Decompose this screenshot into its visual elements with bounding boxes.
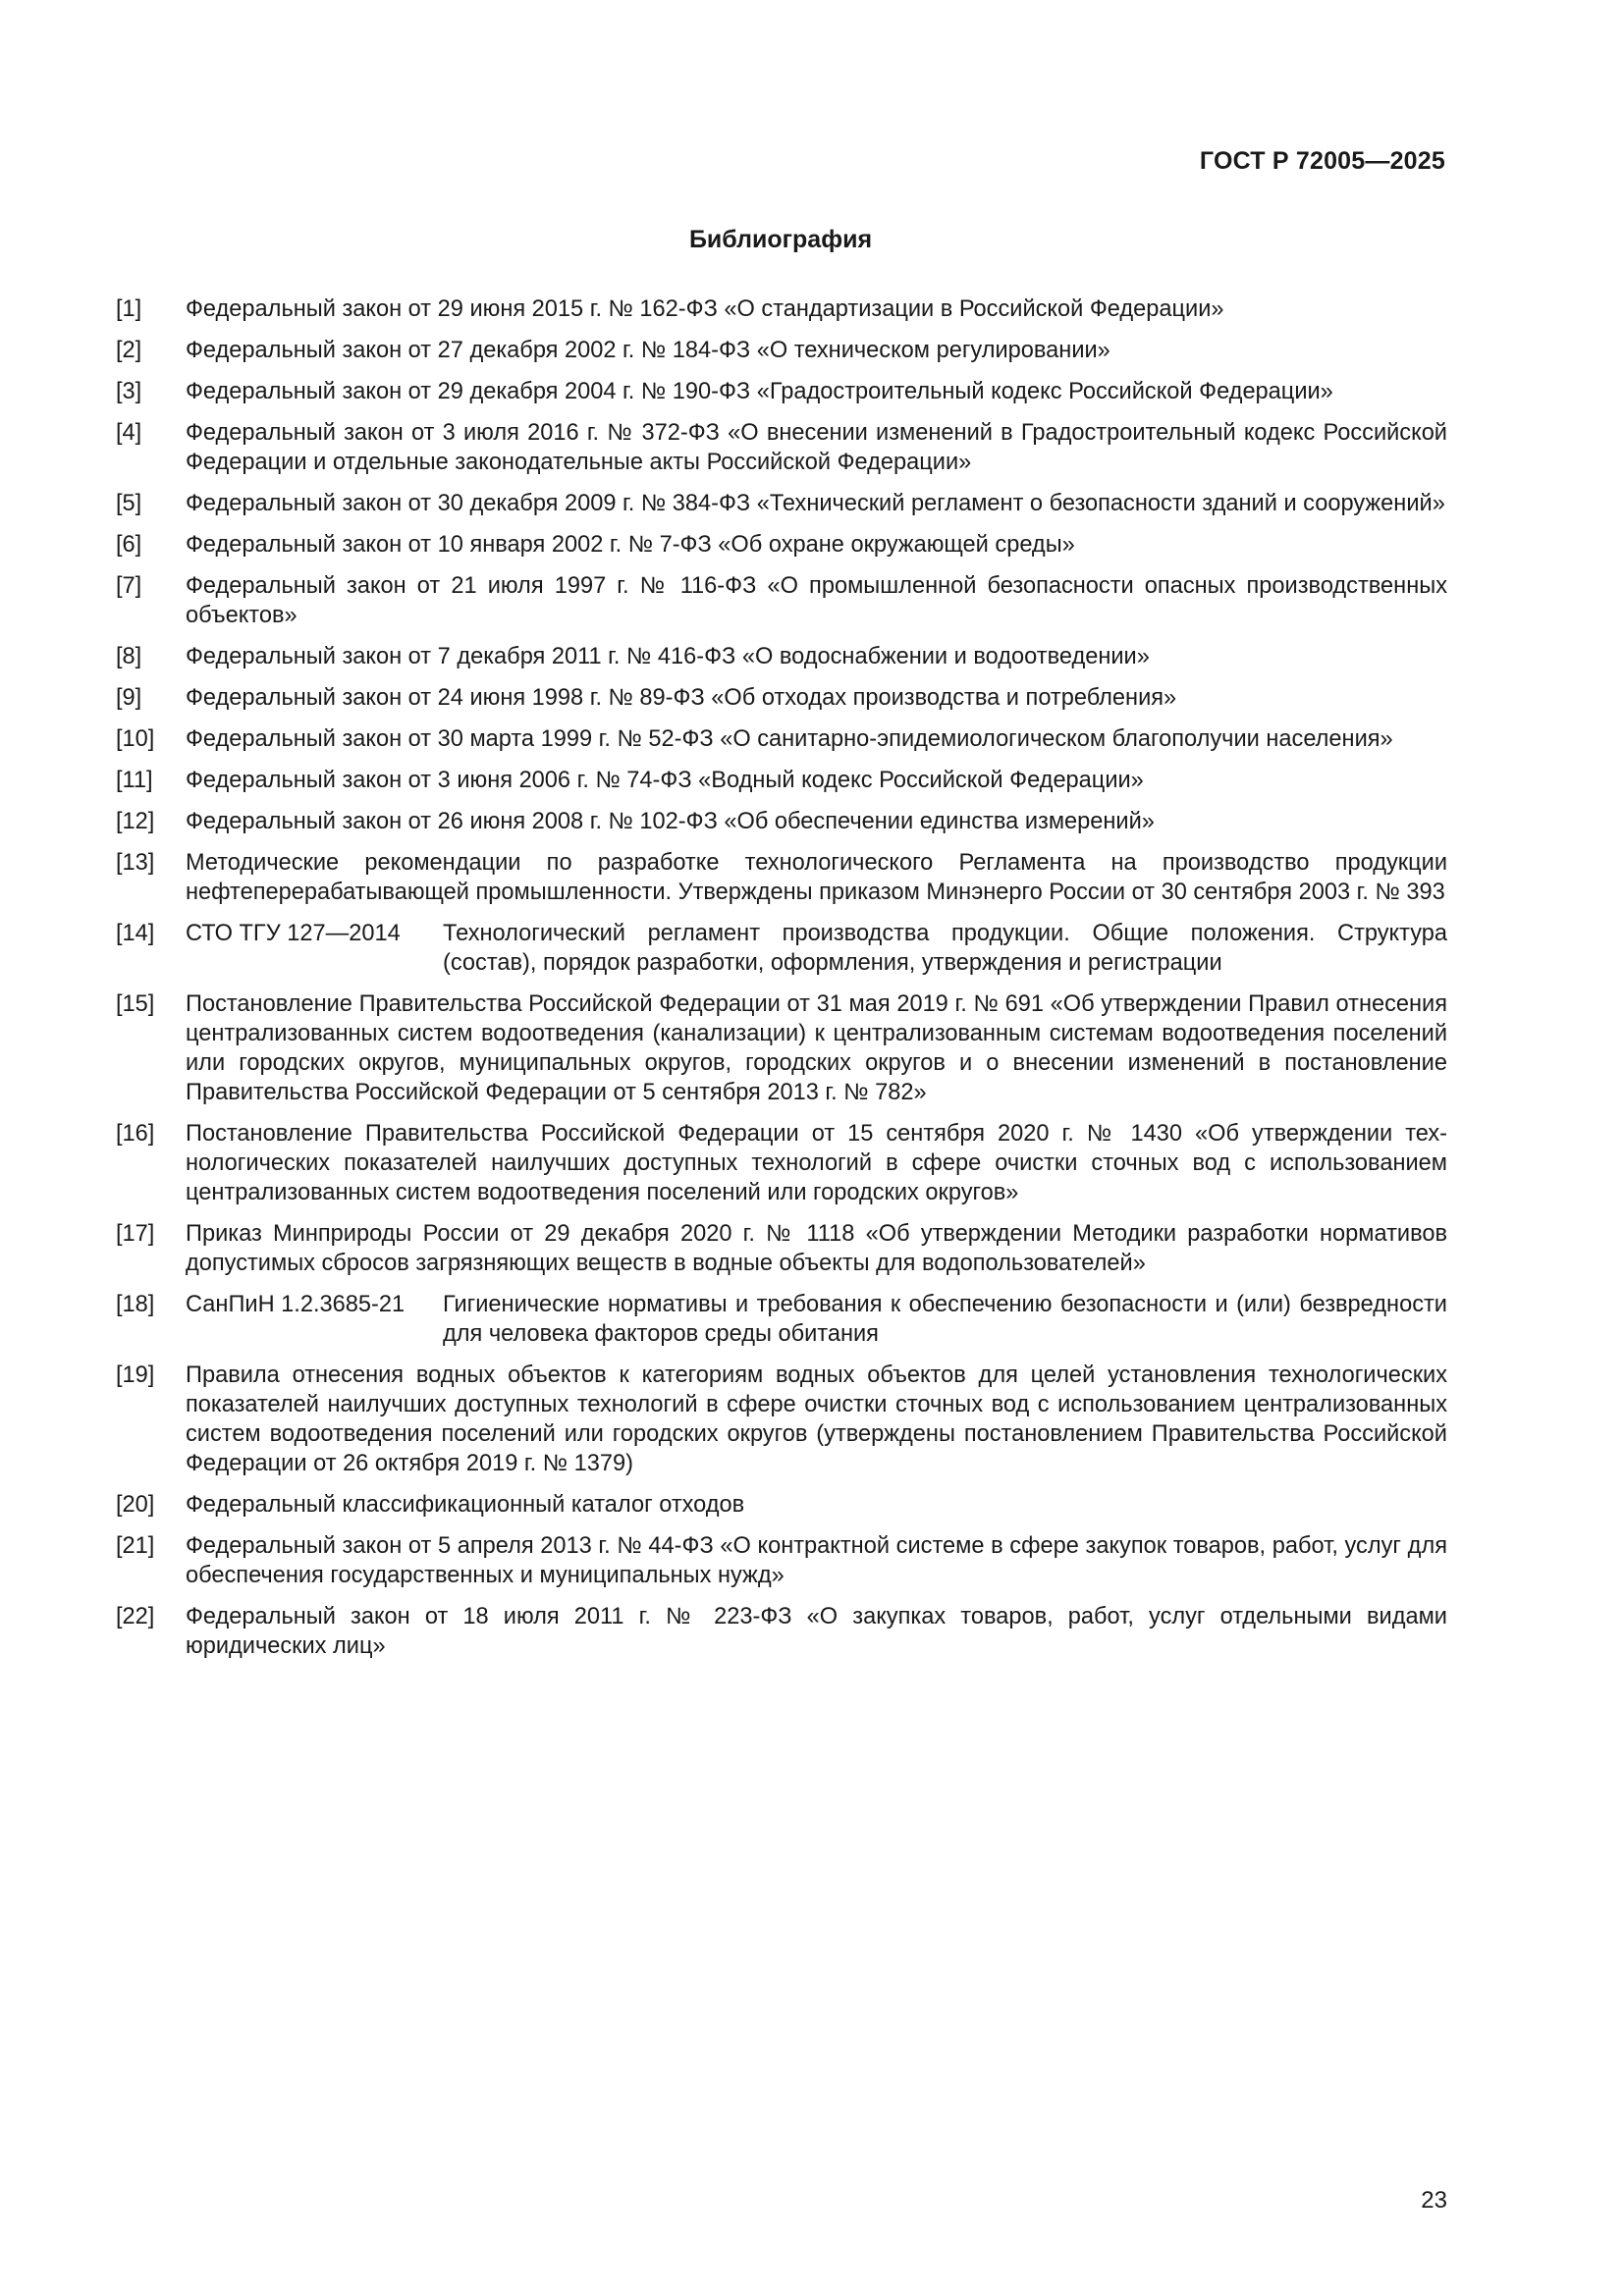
entry-text: Федеральный закон от 24 июня 1998 г. № 89-ФЗ «Об отходах производства и потребления» (186, 685, 1177, 711)
entry-number: [6] (116, 532, 142, 558)
bibliography-entry (116, 989, 1447, 1107)
bibliography-entry (116, 1602, 1447, 1661)
bibliography-entry (116, 294, 1447, 324)
bibliography-entry (116, 807, 1447, 836)
entry-number: [16] (116, 1121, 155, 1147)
bibliography-entry (116, 377, 1447, 406)
entry-number: [10] (116, 726, 155, 752)
entry-number: [19] (116, 1362, 155, 1388)
bibliography-entry (116, 724, 1447, 754)
entry-text: Постановление Правительства Российской Федерации от 31 мая 2019 г. № 691 «Об утверждении Правил отнесения централизованных систем водоотведения (канализации) к централизованным системам водоотведения поселений или городских округов, муниципальных округов, городских округов и о внесении изменений в постановление Правительства Российской Федерации от 5 сентября 2013 г. № 782» (186, 991, 1447, 1105)
entry-number: [9] (116, 685, 142, 711)
entry-text: Федеральный закон от 30 декабря 2009 г. № 384-ФЗ «Технический регламент о безопасности зданий и сооружений» (186, 491, 1445, 516)
entry-text: Приказ Минприроды России от 29 декабря 2020 г. № 1118 «Об утверждении Методики разработки нормативов допустимых сбросов загрязняющих веществ в водные объекты для водопользователей» (186, 1221, 1447, 1276)
entry-number: [21] (116, 1533, 155, 1559)
entry-text: Технологический регламент производства продукции. Общие положения. Структура (состав), порядок разработки, оформления, утверждения и регистрации (443, 921, 1447, 976)
bibliography-entry (116, 336, 1447, 365)
bibliography-entry (116, 683, 1447, 713)
bibliography-entry (116, 642, 1447, 671)
bibliography-entry (116, 418, 1447, 477)
entry-text: Методические рекомендации по разработке технологического Регламента на производство продукции нефтеперерабатывающей промышленности. Утверждены приказом Минэнерго России от 30 сентября 2003 г. № 393 (186, 850, 1447, 905)
entry-number: [17] (116, 1221, 155, 1247)
entry-number: [1] (116, 296, 142, 322)
entry-text: Федеральный закон от 30 марта 1999 г. № 52-ФЗ «О санитарно-эпидемиологическом благополучии населения» (186, 726, 1393, 752)
entry-number: [14] (116, 921, 155, 946)
entry-number: [7] (116, 573, 142, 599)
entry-text: Федеральный закон от 7 декабря 2011 г. № 416-ФЗ «О водоснабжении и водоотведении» (186, 644, 1150, 669)
entry-text: Федеральный закон от 10 января 2002 г. № 7-ФЗ «Об охране окружающей среды» (186, 532, 1075, 558)
bibliography-entry (116, 766, 1447, 795)
page-title: Библиография (688, 226, 873, 253)
entry-number: [13] (116, 850, 155, 876)
entry-number: [18] (116, 1292, 155, 1317)
bibliography-entry (116, 1219, 1447, 1278)
entry-text: Федеральный закон от 29 июня 2015 г. № 162-ФЗ «О стандартизации в Российской Федерации» (186, 296, 1224, 322)
bibliography-entry (116, 1119, 1447, 1207)
entry-number: [22] (116, 1604, 155, 1629)
entry-number: [3] (116, 379, 142, 404)
entry-text: Постановление Правительства Российской Федерации от 15 сентября 2020 г. № 1430 «Об утверждении технологических показателей наилучших доступных технологий в сфере очистки сточных вод с использованием централизованных систем водоотведения поселений или городских округов» (186, 1121, 1447, 1205)
entry-text: Федеральный закон от 21 июля 1997 г. № 116-ФЗ «О промышленной безопасности опасных производственных объектов» (186, 573, 1447, 628)
entry-number: [11] (116, 768, 153, 793)
entry-document-code: СТО ТГУ 127—2014 (186, 921, 401, 946)
entry-text: Федеральный закон от 27 декабря 2002 г. № 184-ФЗ «О техническом регулировании» (186, 338, 1110, 363)
entry-document-code: СанПиН 1.2.3685-21 (186, 1292, 406, 1317)
entry-number: [2] (116, 338, 142, 363)
entry-number: [8] (116, 644, 142, 669)
bibliography-entry (116, 1490, 1447, 1520)
bibliography-entry (116, 848, 1447, 907)
bibliography-entry (116, 571, 1447, 630)
entry-number: [12] (116, 809, 155, 834)
entry-number: [4] (116, 420, 142, 446)
entry-text: Федеральный закон от 3 июня 2006 г. № 74-ФЗ «Водный кодекс Российской Федерации» (186, 768, 1144, 793)
page-number: 23 (1421, 2187, 1447, 2214)
bibliography-entry (116, 1361, 1447, 1478)
entry-text: Правила отнесения водных объектов к категориям водных объектов для целей установления технологических показателей наилучших доступных технологий в сфере очистки сточных вод с использованием централизованных систем водоотведения поселений или городских округов (утверждены постановлением Правительства Российской Федерации от 26 октября 2019 г. № 1379) (186, 1362, 1447, 1476)
entry-text: Гигиенические нормативы и требования к обеспечению безопасности и (или) безвредности для человека факторов среды обитания (443, 1292, 1447, 1347)
entry-text: Федеральный закон от 18 июля 2011 г. № 223-ФЗ «О закупках товаров, работ, услуг отдельными видами юридических лиц» (186, 1604, 1447, 1659)
bibliography-entry (116, 1290, 1447, 1349)
entry-text: Федеральный закон от 29 декабря 2004 г. № 190-ФЗ «Градостроительный кодекс Российской Федерации» (186, 379, 1333, 404)
entry-number: [20] (116, 1492, 155, 1518)
entry-number: [5] (116, 491, 142, 516)
entry-text: Федеральный классификационный каталог отходов (186, 1492, 745, 1518)
bibliography-list (116, 294, 1447, 1673)
entry-text: Федеральный закон от 26 июня 2008 г. № 102-ФЗ «Об обеспечении единства измерений» (186, 809, 1155, 834)
bibliography-entry (116, 530, 1447, 560)
entry-number: [15] (116, 991, 155, 1017)
entry-text: Федеральный закон от 3 июля 2016 г. № 372-ФЗ «О внесении изменений в Градостроительный кодекс Российской Федерации и отдельные законодательные акты Российской Федерации» (186, 420, 1447, 475)
bibliography-entry (116, 489, 1447, 518)
bibliography-entry (116, 919, 1447, 978)
bibliography-entry (116, 1531, 1447, 1590)
standard-designation: ГОСТ Р 72005—2025 (1199, 147, 1445, 175)
entry-text: Федеральный закон от 5 апреля 2013 г. № 44-ФЗ «О контрактной системе в сфере закупок товаров, работ, услуг для обеспечения государственных и муниципальных нужд» (186, 1533, 1447, 1588)
